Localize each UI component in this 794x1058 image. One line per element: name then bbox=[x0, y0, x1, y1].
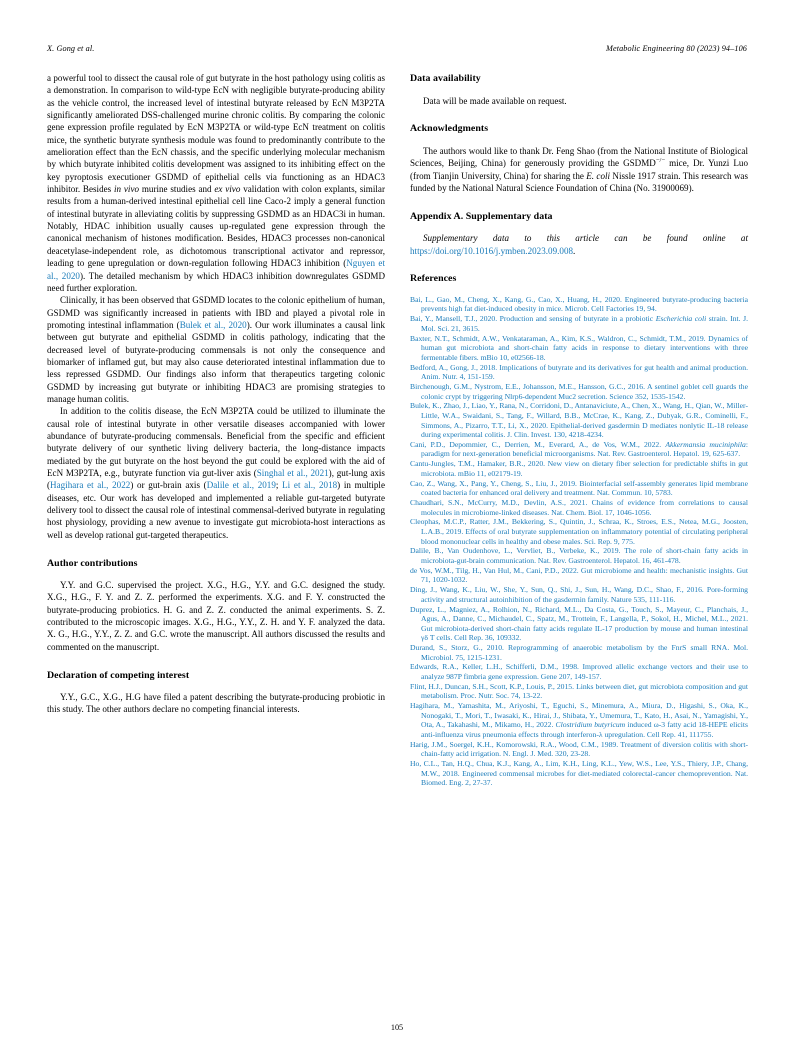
paragraph-acknowledgments bbox=[410, 145, 748, 194]
running-head bbox=[47, 44, 747, 58]
continuation-text-c: validation with colon explants, similar results from a human-derived intestinal epithelial cell line Caco-2 imply a general function of intestinal butyrate in alleviating colitis by suppressing GSDMD as an HDAC3i in human. Notably, HDAC inhibition usually causes up-regulated gene expression through the canonical mechanism of histones modification. Besides, HDAC3 processes non-canonical deacetylase-independent role, as dichotomous transcriptional activator and repressor, leading to gene upregulation or down-regulation following HDAC3 inhibition ( bbox=[47, 184, 385, 269]
heading-references: References bbox=[410, 273, 457, 285]
heading-data-availability: Data availability bbox=[410, 73, 481, 84]
paragraph-appendix bbox=[410, 232, 748, 257]
paragraph-continuation bbox=[47, 72, 385, 294]
spacer bbox=[47, 541, 385, 557]
reference-item[interactable]: Harig, J.M., Soergel, K.H., Komorowski, R.A., Wood, C.M., 1989. Treatment of diversion colitis with short-chain-fatty acid irrigation. N. Engl. J. Med. 320, 23-28. bbox=[410, 739, 748, 759]
reference-item[interactable]: Durand, S., Storz, G., 2010. Reprogramming of anaerobic metabolism by the FnrS small RNA. Mol. Microbiol. 75, 1215-1231. bbox=[410, 643, 748, 662]
paragraph-data-availability: Data will be made available on request. bbox=[423, 95, 567, 106]
appendix-text-a: Supplementary data to this article can be found online at bbox=[423, 233, 748, 244]
spacer bbox=[47, 653, 385, 669]
heading-author-contributions: Author contributions bbox=[47, 557, 138, 569]
running-head-authors: X. Gong et al. bbox=[47, 44, 95, 53]
reference-item[interactable]: Hagihara, M., Yamashita, M., Ariyoshi, T., Eguchi, S., Minemura, A., Miura, D., Higashi, S., Oka, K., Nonogaki, T., Mori, T., Iwasaki, K., Hirai, J., Shibata, Y., Umemura, T., Kato, H., Asai, N., Yamagishi, Y., Ota, A., Takahashi, M., Mikamo, H., 2022. Clostridium butyricum induced ω-3 fatty acid 18-HEPE elicits anti-influenza virus pneumonia effects through interferon-λ upregulation. Cell Rep. 41, 111755. bbox=[410, 701, 748, 739]
spacer bbox=[410, 257, 748, 273]
page-number: 105 bbox=[390, 1023, 404, 1032]
citation-link-li-2018[interactable]: Li et al., 2018 bbox=[282, 480, 338, 491]
continuation-text-b: murine studies and bbox=[139, 184, 215, 195]
reference-item[interactable]: de Vos, W.M., Tilg, H., Van Hul, M., Cani, P.D., 2022. Gut microbiome and health: mechanistic insights. Gut 71, 1020-1032. bbox=[410, 565, 748, 585]
right-column bbox=[410, 72, 748, 788]
addition-text-b: ), gut-lung axis ( bbox=[47, 468, 385, 491]
spacer bbox=[47, 570, 385, 580]
addition-text-d: ) in multiple diseases, etc. Our work has developed and implemented a reliable gut-targeted butyrate delivery tool to dissect the causal role of intestinal commensal-derived butyrate in regulating host physiology, providing a new avenue to investigate gut microbiota-host interactions as well as develop rational gut-targeted therapeutics. bbox=[47, 480, 385, 540]
clinically-text-a: Clinically, it has been observed that GSDMD locates to the colonic epithelium of human, GSDMD was significantly increased in patients with IBD and played a pivotal role in promoting intestinal inflammation ( bbox=[47, 295, 385, 330]
reference-item[interactable]: Ho, C.L., Tan, H.Q., Chua, K.J., Kang, A., Lim, K.H., Ling, K.L., Yew, W.S., Lee, Y.S., Thiery, J.P., Chang, M.W., 2018. Engineered commensal microbes for diet-mediated colorectal-cancer chemoprevention. Nat. Biomed. Eng. 2, 27-37. bbox=[410, 759, 748, 788]
paragraph-clinically bbox=[47, 294, 385, 405]
continuation-italic-in-vivo: in vivo bbox=[114, 184, 140, 195]
reference-item[interactable]: Bai, Y., Mansell, T.J., 2020. Production and sensing of butyrate in a probiotic Escherichia coli strain. Int. J. Mol. Sci. 21, 3615. bbox=[410, 314, 749, 333]
ack-text-a: The authors would like to thank Dr. Feng Shao (from the National Institute of Biological Sciences, Beijing, China) for generously providing the GSDMD bbox=[410, 145, 748, 169]
clinically-text-b: ). Our work illuminates a causal link between gut butyrate and epithelial GSDMD in colitis pathology, indicating that the decreased level of butyrate-producing commensals is not only the consequence and biomarker of inflamed gut, but may also cause deteriorated intestinal inflammation due to less repressed GSDMD. Our findings also inform that therapeutics targeting colonic GSDMD by increasing gut butyrate or inhibiting HDAC3 are promising strategies to manage human colitis. bbox=[47, 319, 385, 404]
paragraph-declaration: Y.Y., G.C., X.G., H.G have filed a patent describing the butyrate-producing probiotic in this study. The other authors declare no competing financial interests. bbox=[47, 692, 385, 715]
reference-item[interactable]: Chaudhari, S.N., McCurry, M.D., Devlin, A.S., 2021. Chains of evidence from correlations to causal molecules in microbiome-linked diseases. Nat. Chem. Biol. 17, 1046-1056. bbox=[410, 498, 748, 517]
spacer bbox=[410, 223, 748, 233]
ack-text-b: mice, Dr. Yunzi Luo (from Tianjin University, China) for sharing the bbox=[410, 158, 748, 181]
paragraph-author-contributions: Y.Y. and G.C. supervised the project. X.G., H.G., Y.Y. and G.C. designed the study. X.G., H.G., F. Y. and Z. Z. performed the experiments. X.G. and F. Y. constructed the butyrate-producing probiotics. H. G. and Z. Z. conducted the animal experiments. S. Z. contributed to the microscopic images. X.G., H.G., Y.Y., Z. H. and Y. F. analyzed the data. X. G., H.G., Y.Y., Z. Z. and G.C. wrote the manuscript. All authors discussed the results and commented on the manuscript. bbox=[47, 580, 385, 652]
spacer bbox=[410, 194, 748, 210]
reference-item[interactable]: Bai, L., Gao, M., Cheng, X., Kang, G., Cao, X., Huang, H., 2020. Engineered butyrate-producing bacteria prevents high fat diet-induced obesity in mice. Microb. Cell Factories 19, 94. bbox=[410, 294, 748, 314]
citation-link-bulek-2020[interactable]: Bulek et al., 2020 bbox=[179, 319, 247, 330]
appendix-text-b: . bbox=[573, 245, 576, 256]
citation-link-hagihara-2022[interactable]: Hagihara et al., 2022 bbox=[50, 480, 131, 491]
running-head-journal-ref: Metabolic Engineering 80 (2023) 94–106 bbox=[606, 44, 747, 53]
addition-text-c: ) or gut-brain axis ( bbox=[130, 480, 207, 491]
citation-link-nguyen-2020[interactable]: Nguyen et al., 2020 bbox=[47, 258, 385, 281]
heading-acknowledgments: Acknowledgments bbox=[410, 123, 489, 135]
heading-appendix-a-supplementary-data: Appendix A. Supplementary data bbox=[410, 210, 553, 222]
reference-item[interactable]: Flint, H.J., Duncan, S.H., Scott, K.P., Louis, P., 2015. Links between diet, gut microbiota composition and gut metabolism. Proc. Nutr. Soc. 74, 13-22. bbox=[410, 681, 748, 701]
paragraph-addition bbox=[47, 405, 385, 541]
reference-item[interactable]: Cao, Z., Wang, X., Pang, Y., Cheng, S., Liu, J., 2019. Biointerfacial self-assembly generates lipid membrane coated bacteria for enhanced oral delivery and treatment. Nat. Commun. 10, 5783. bbox=[410, 478, 748, 498]
heading-declaration-of-competing-interest: Declaration of competing interest bbox=[47, 669, 190, 681]
citation-link-singhal-2021[interactable]: Singhal et al., 2021 bbox=[256, 468, 329, 478]
reference-item[interactable]: Cantu-Jungles, T.M., Hamaker, B.R., 2020. New view on dietary fiber selection for predictable shifts in gut microbiota. mBio 11, e02179-19. bbox=[410, 459, 748, 478]
spacer bbox=[410, 135, 748, 145]
reference-item[interactable]: Ding, J., Wang, K., Liu, W., She, Y., Sun, Q., Shi, J., Sun, H., Wang, D.C., Shao, F., 2016. Pore-forming activity and structural autoinhibition of the gasdermin family. Nature 535, 111-116. bbox=[410, 585, 748, 604]
continuation-text-a: a powerful tool to dissect the causal role of gut butyrate in the host pathology using colitis as a demonstration. In comparison to wild-type EcN with negligible butyrate-producing ability as the vehicle control, the increased level of intestinal butyrate released by EcN M3P2TA significantly ameliorated DSS-challenged murine chronic colitis. By comparing the colonic gene expression profile regulated by EcN M3P2TA or wild-type EcN treatment on colitis mice, the synthetic butyrate synthesis module was found to predominantly contribute to the amelioration effect than the EcN chassis, and the specific underlying molecular mechanism by which butyrate inhibited colitis development was assigned to its inhibiting effect on the key pyroptosis executioner GSDMD of epithelial cells via functioning as an HDAC3 inhibitor. Besides bbox=[47, 73, 385, 195]
ack-italic-e-coli: E. coli bbox=[586, 170, 611, 181]
addition-separator: ; bbox=[275, 480, 283, 491]
ack-superscript-genotype: −/− bbox=[655, 157, 666, 165]
spacer bbox=[410, 107, 748, 123]
reference-item[interactable]: Edwards, R.A., Keller, L.H., Schifferli, D.M., 1998. Improved allelic exchange vectors and their use to analyze 987P fimbria gene expression. Gene 207, 149-157. bbox=[410, 662, 748, 681]
reference-item[interactable]: Duprez, L., Magniez, A., Rolhion, N., Richard, M.L., Da Costa, G., Touch, S., Mayeur, C., Planchais, J., Agus, A., Danne, C., Michaudel, C., Spatz, M., Trottein, F., Langella, P., Sokol, H., Michel, M.L., 2021. Gut microbiota-derived short-chain fatty acids regulate IL-17 production by mouse and human intestinal γδ T cells. Cell Rep. 36, 109332. bbox=[410, 604, 748, 643]
reference-item[interactable]: Bedford, A., Gong, J., 2018. Implications of butyrate and its derivatives for gut health and animal production. Anim. Nutr. 4, 151-159. bbox=[410, 362, 748, 382]
reference-item[interactable]: Cleophas, M.C.P., Ratter, J.M., Bekkering, S., Quintin, J., Schraa, K., Stroes, E.S., Netea, M.G., Joosten, L.A.B., 2019. Effects of oral butyrate supplementation on inflammatory potential of circulating peripheral blood mononuclear cells in healthy and obese males. Sci. Rep. 9, 775. bbox=[410, 517, 748, 546]
reference-list bbox=[410, 295, 748, 788]
reference-item[interactable]: Baxter, N.T., Schmidt, A.W., Venkataraman, A., Kim, K.S., Waldron, C., Schmidt, T.M., 2019. Dynamics of human gut microbiota and short-chain fatty acids in response to dietary interventions with three fermentable fibers. mBio 10, e02566-18. bbox=[410, 333, 748, 362]
ack-text-c: Nissle 1917 strain. This research was funded by the National Natural Science Foundation of China (No. 31900069). bbox=[410, 170, 748, 193]
addition-text-a: In addition to the colitis disease, the EcN M3P2TA could be utilized to illuminate the causal role of intestinal butyrate in other versatile diseases accompanied with lower abundance of butyrate-producing commensals. Beneficial from the specific and efficient butyrate delivery of our synthetic living delivery bacteria, the long-distance impacts mediated by the gut butyrate on the host beyond the gut could be explored with the aid of EcN M3P2TA, e.g., butyrate function via gut-liver axis ( bbox=[47, 406, 385, 478]
citation-link-dalile-2019[interactable]: Dalile et al., 2019 bbox=[206, 480, 276, 491]
spacer bbox=[410, 285, 748, 295]
reference-item[interactable]: Dalile, B., Van Oudenhove, L., Vervliet, B., Verbeke, K., 2019. The role of short-chain fatty acids in microbiota-gut-brain communication. Nat. Rev. Gastroenterol. Hepatol. 16, 461-478. bbox=[410, 546, 748, 565]
spacer bbox=[410, 85, 748, 95]
continuation-text-d: ). The detailed mechanism by which HDAC3 inhibition downregulates GSDMD need further exploration. bbox=[47, 270, 386, 293]
reference-item[interactable]: Cani, P.D., Depommier, C., Derrien, M., Everard, A., de Vos, W.M., 2022. Akkermansia muciniphila: paradigm for next-generation beneficial microorganisms. Nat. Rev. Gastroenterol. Hepatol. 19, 625-637. bbox=[410, 439, 748, 459]
spacer bbox=[47, 682, 385, 692]
reference-item[interactable]: Birchenough, G.M., Nystrom, E.E., Johansson, M.E., Hansson, G.C., 2016. A sentinel goblet cell guards the colonic crypt by triggering Nlrp6-dependent Muc2 secretion. Science 352, 1535-1542. bbox=[410, 382, 748, 401]
reference-item[interactable]: Bulek, K., Zhao, J., Liao, Y., Rana, N., Corridoni, D., Antanaviciute, A., Chen, X., Wang, H., Qian, W., Miller-Little, W.A., Swaidani, S., Tang, F., Willard, B.B., McCrae, K., Kang, Z., Dubyak, G.R., Cominelli, F., Simmons, A., Pizarro, T.T., Li, X., 2020. Epithelial-derived gasdermin D mediates nonlytic IL-18 release during experimental colitis. J. Clin. Invest. 130, 4218-4234. bbox=[410, 401, 748, 440]
supplementary-data-doi-link[interactable]: https://doi.org/10.1016/j.ymben.2023.09.008 bbox=[410, 245, 574, 256]
continuation-italic-ex-vivo: ex vivo bbox=[214, 184, 241, 195]
left-column bbox=[47, 72, 385, 716]
